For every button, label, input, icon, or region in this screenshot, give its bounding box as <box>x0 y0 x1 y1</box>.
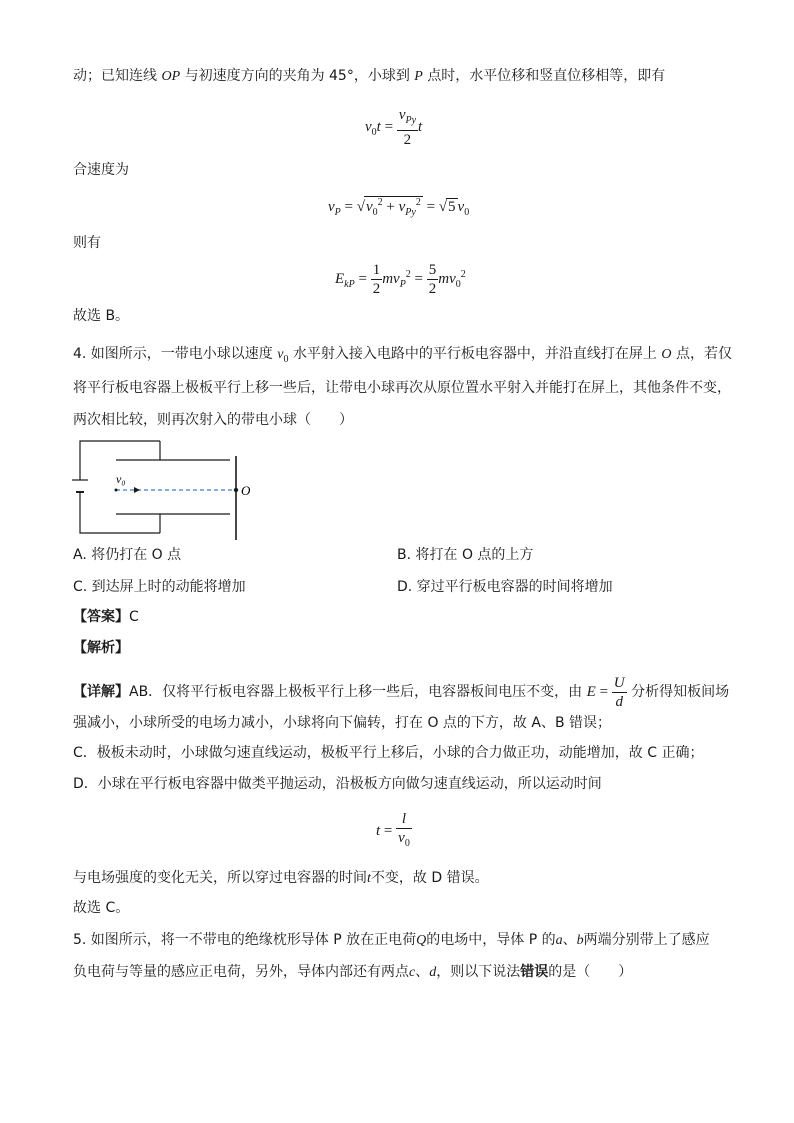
v0-label: v₀ <box>116 472 126 486</box>
var-a: a <box>555 933 563 948</box>
detail-line <box>73 743 703 763</box>
answer-value: C <box>129 609 139 625</box>
var-q: Q <box>416 933 427 948</box>
text-span: 与初速度方向的夹角为 45°，小球到 <box>184 68 410 84</box>
o-label: O <box>241 483 251 498</box>
analysis-tag: 【解析】 <box>73 640 129 656</box>
text-span: 负电荷与等量的感应正电荷，另外，导体内部还有两点 <box>73 964 409 980</box>
text-line <box>73 233 101 253</box>
var-t: t <box>367 871 371 886</box>
option-c: C. 到达屏上时的动能将增加 <box>73 579 246 595</box>
text-span: 与电场强度的变化无关，所以穿过电容器的时间 <box>73 870 367 886</box>
text-span: 合速度为 <box>73 162 129 178</box>
var-p: P <box>414 69 423 84</box>
equation-2: $v_P = √v_0^2 + v_{Py}^2 = √5$ $v_0$ <box>328 197 470 218</box>
text-span: 强减小，小球所受的电场力减小，小球将向下偏转，打在 O 点的下方，故 A、B 错误； <box>73 715 611 731</box>
text-span: 两次相比较，则再次射入的带电小球（ ） <box>73 412 353 428</box>
ball-dot <box>115 489 118 492</box>
detail-line <box>73 713 611 733</box>
text-span: 分析得知板间场 <box>631 683 730 700</box>
text-span: 不变，故 D 错误。 <box>370 870 489 886</box>
question-4-line: 4. 如图所示，一带电小球以速度 $v_0$ 水平射入接入电路中的平行板电容器中，并沿直线打在屏上 O 点，若仅 <box>73 346 732 365</box>
answer-tag: 【答案】 <box>73 609 129 625</box>
point-o-dot <box>234 488 238 492</box>
text-span: D．小球在平行板电容器中做类平抛运动，沿极板方向做匀速直线运动，所以运动时间 <box>73 776 602 792</box>
text-line <box>73 160 129 180</box>
arrow-icon <box>134 487 140 493</box>
text-line <box>73 66 665 87</box>
text-span: 4. 如图所示，一带电小球以速度 <box>73 346 273 362</box>
detail-line: 【详解】AB．仅将平行板电容器上极板平行上移一些后，电容器板间电压不变，由 E = $\frac{U}{d}$ 分析得知板间场 <box>73 675 730 710</box>
text-span: 水平射入接入电路中的平行板电容器中，并沿直线打在屏上 <box>292 346 657 362</box>
text-span: 动；已知连线 <box>73 68 157 84</box>
text-span: 点时，水平位移和竖直位移相等，即有 <box>427 68 666 84</box>
wire <box>80 492 160 533</box>
text-line <box>73 306 129 326</box>
equation-3: $E_{kP}$ = $\frac{1}{2}$ $mv_P^2$ = $\frac{5}{2}$ $mv_0^2$ <box>335 262 466 297</box>
var-o: O <box>661 347 672 362</box>
text-span: 故选 C。 <box>73 900 130 916</box>
text-span: 的是（ ） <box>548 964 633 980</box>
var-b: b <box>576 933 584 948</box>
question-4-line <box>73 378 731 398</box>
text-span: 、 <box>415 964 430 980</box>
emphasis-wrong: 错误 <box>520 964 549 980</box>
text-span: 5. 如图所示，将一不带电的绝缘枕形导体 P 放在正电荷 <box>73 932 417 948</box>
text-span: C．极板未动时，小球做匀速直线运动，极板平行上移后，小球的合力做正功，动能增加，故 C 正确； <box>73 745 704 761</box>
text-line <box>73 898 129 918</box>
text-span: 点，若仅 <box>675 346 732 362</box>
text-span: 两端分别带上了感应 <box>583 932 710 948</box>
question-4-line <box>73 410 353 430</box>
question-5-line <box>73 930 710 951</box>
var-op: OP <box>161 69 181 84</box>
var-d: d <box>429 965 437 980</box>
equation-1: $v_0t$ = $\frac{v_{Py}}{2}$ t <box>365 107 423 148</box>
text-span: 的电场中，导体 P 的 <box>426 932 556 948</box>
option-d: D. 穿过平行板电容器的时间将增加 <box>397 579 613 595</box>
detail-line <box>73 868 489 889</box>
analysis-line <box>73 638 129 658</box>
text-span: 、 <box>562 932 577 948</box>
text-span: 故选 B。 <box>73 308 130 324</box>
detail-tag: 【详解】 <box>73 683 129 700</box>
option-a: A. 将仍打在 O 点 <box>73 547 182 563</box>
text-span: ，则以下说法 <box>436 964 521 980</box>
equation-4: t = $\frac{l}{v_0}$ <box>376 811 410 849</box>
text-span: 将平行板电容器上极板平行上移一些后，让带电小球再次从原位置水平射入并能打在屏上，其他条件不变， <box>73 380 731 396</box>
question-5-line <box>73 962 632 983</box>
detail-line <box>73 774 602 794</box>
var-c: c <box>409 965 416 980</box>
option-b: B. 将打在 O 点的上方 <box>397 547 534 563</box>
text-span: 则有 <box>73 235 101 251</box>
text-span: AB．仅将平行板电容器上极板平行上移一些后，电容器板间电压不变，由 <box>129 683 583 700</box>
answer-line <box>73 607 139 627</box>
capacitor-circuit-figure <box>68 436 268 540</box>
